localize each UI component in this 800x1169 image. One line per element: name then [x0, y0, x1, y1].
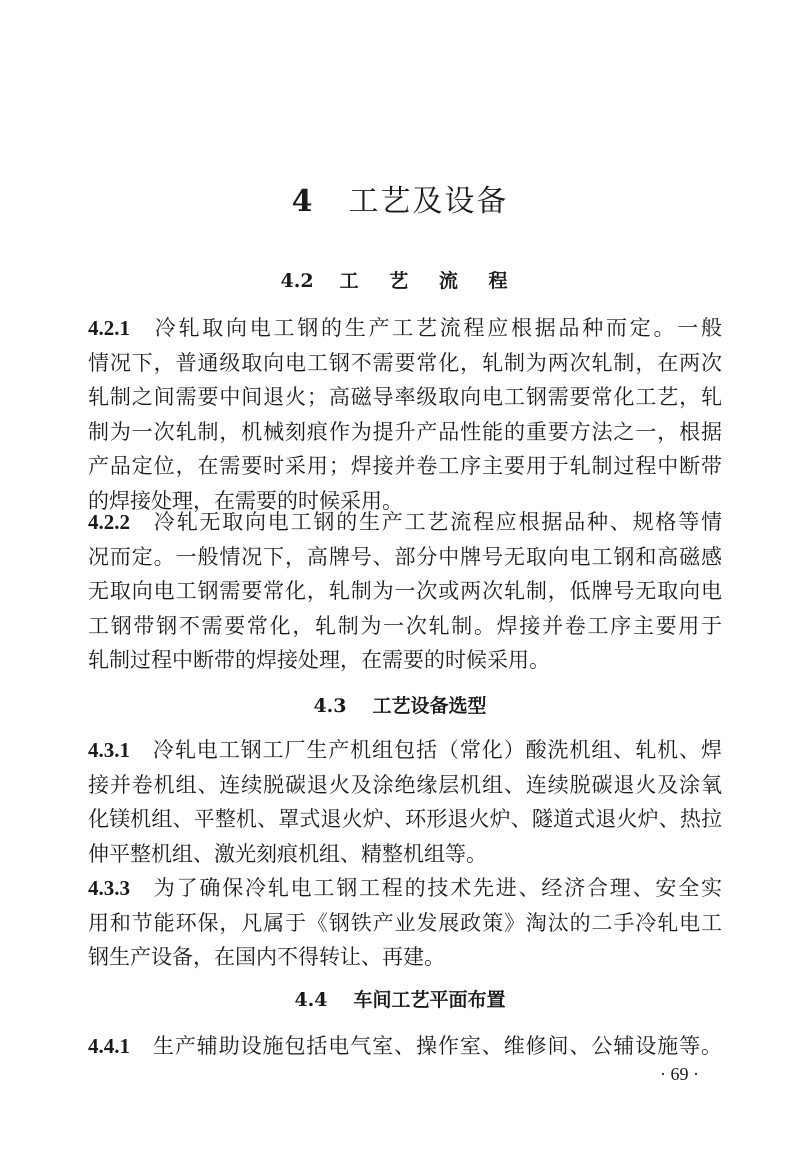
clause-4-4-1: [88, 1029, 722, 1064]
text-line: 冷轧取向电工钢的生产工艺流程应根据品种而定。一般: [152, 316, 722, 340]
text-line: 轧制之间需要中间退火；高磁导率级取向电工钢需要常化工艺，轧: [88, 385, 722, 409]
section-heading-4-2: [0, 266, 800, 293]
clause-number: 4.2.1: [88, 316, 130, 340]
section-title: 车间工艺平面布置: [353, 989, 506, 1011]
clause-number: 4.3.1: [88, 738, 130, 762]
text-line: 生产辅助设施包括电气室、操作室、维修间、公辅设施等。: [152, 1034, 722, 1058]
text-line: 情况下，普通级取向电工钢不需要常化，轧制为两次轧制，在两次: [88, 350, 722, 375]
page-number: · 69 ·: [660, 1064, 699, 1084]
chapter-title-text: 工艺及设备: [348, 184, 509, 219]
chapter-number: 4: [291, 184, 315, 219]
text-line: 产品定位，在需要时采用；焊接并卷工序主要用于轧制过程中断带: [88, 454, 722, 478]
text-line: 轧制过程中断带的焊接处理，在需要的时候采用。: [88, 648, 550, 672]
section-number: 4.2: [280, 270, 314, 292]
section-heading-4-4: [0, 985, 800, 1012]
text-line: 的焊接处理，在需要的时候采用。: [88, 488, 403, 513]
clause-number: 4.3.3: [88, 876, 130, 900]
text-line: 冷轧电工钢工厂生产机组包括（常化）酸洗机组、轧机、焊: [152, 738, 722, 762]
clause-4-2-2: [88, 505, 722, 678]
text-line: 为了确保冷轧电工钢工程的技术先进、经济合理、安全实: [152, 876, 722, 900]
text-line: 无取向电工钢需要常化，轧制为一次或两次轧制，低牌号无取向电: [88, 579, 722, 603]
text-line: 接并卷机组、连续脱碳退火及涂绝缘层机组、连续脱碳退火及涂氧: [88, 772, 722, 797]
section-heading-4-3: [0, 691, 800, 718]
clause-4-3-1: [88, 733, 722, 871]
section-title: 工 艺 流 程: [339, 270, 520, 292]
section-number: 4.4: [294, 989, 328, 1011]
clause-4-2-1: [88, 311, 722, 518]
section-number: 4.3: [313, 695, 347, 717]
text-line: 况而定。一般情况下，高牌号、部分中牌号无取向电工钢和高磁感: [88, 544, 722, 569]
clause-4-3-3: [88, 871, 722, 975]
text-line: 制为一次轧制，机械刻痕作为提升产品性能的重要方法之一，根据: [88, 419, 722, 444]
text-line: 工钢带钢不需要常化，轧制为一次轧制。焊接并卷工序主要用于: [88, 613, 722, 638]
text-line: 用和节能环保，凡属于《钢铁产业发展政策》淘汰的二手冷轧电工: [88, 910, 722, 935]
section-title: 工艺设备选型: [372, 695, 487, 717]
text-line: 冷轧无取向电工钢的生产工艺流程应根据品种、规格等情: [152, 510, 722, 534]
clause-number: 4.2.2: [88, 510, 130, 534]
text-line: 伸平整机组、激光刻痕机组、精整机组等。: [88, 841, 487, 866]
chapter-title: [0, 176, 800, 220]
text-line: 化镁机组、平整机、罩式退火炉、环形退火炉、隧道式退火炉、热拉: [88, 807, 722, 831]
clause-number: 4.4.1: [88, 1034, 130, 1058]
text-line: 钢生产设备，在国内不得转让、再建。: [88, 945, 445, 969]
